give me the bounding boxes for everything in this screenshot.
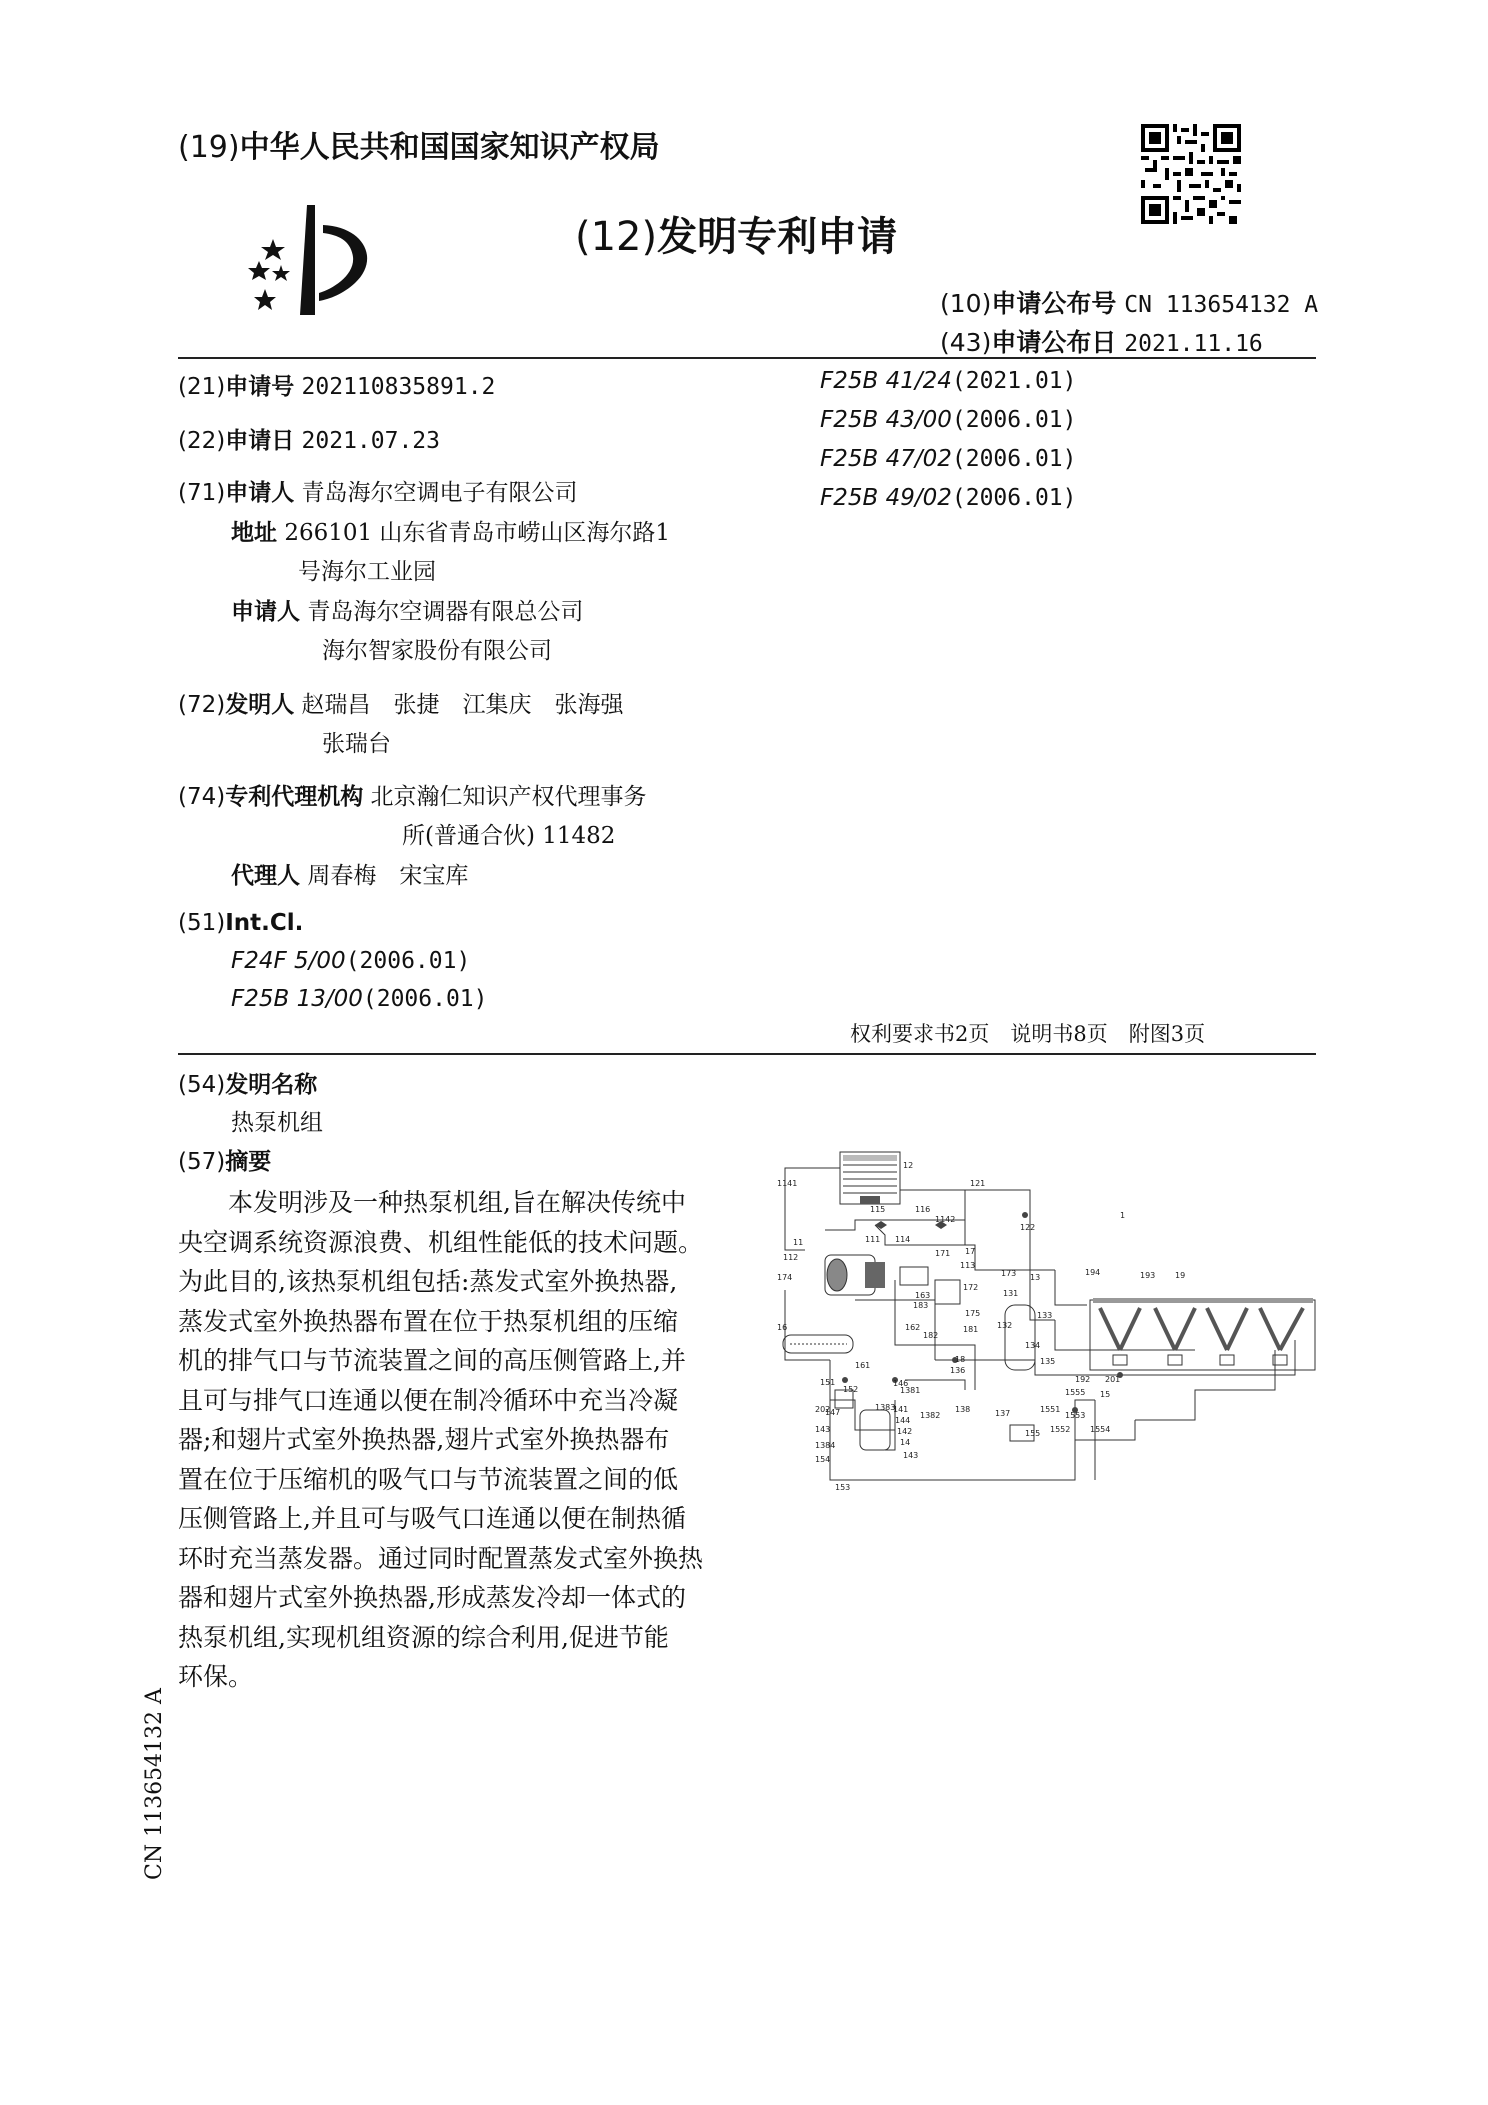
agency-line	[178, 778, 647, 811]
diagram-callout-label: 111	[865, 1235, 881, 1244]
agency-line2: 所(普通合伙) 11482	[402, 823, 616, 849]
abstract-text	[178, 1183, 730, 1697]
applicant-code: (71)	[178, 480, 226, 506]
agent-label: 代理人	[231, 863, 300, 889]
diagram-callout-label: 135	[1040, 1357, 1056, 1366]
intcl-class: F25B 13/00	[231, 986, 363, 1012]
diagram-callout-label: 1383	[875, 1403, 896, 1412]
abstract-line: 本发明涉及一种热泵机组,旨在解决传统中	[178, 1188, 686, 1217]
diagram-callout-label: 11	[793, 1238, 804, 1247]
diagram-callout-label: 132	[997, 1321, 1013, 1330]
app-no-label: 申请号	[225, 374, 295, 400]
agency-line1: 北京瀚仁知识产权代理事务	[370, 784, 647, 810]
diagram-callout-label: 16	[777, 1323, 788, 1332]
office-code: (19)	[178, 130, 240, 165]
diagram-callout-label: 1382	[920, 1411, 941, 1420]
diagram-callout-label: 142	[897, 1427, 913, 1436]
abstract-line: 蒸发式室外换热器布置在位于热泵机组的压缩	[178, 1306, 679, 1336]
doc-type: 发明专利申请	[657, 214, 898, 260]
app-no-line	[178, 368, 495, 401]
intcl-item	[231, 986, 488, 1012]
app-no-code: (21)	[178, 374, 226, 400]
abstract-label: 摘要	[225, 1149, 272, 1175]
app-date-value: 2021.07.23	[301, 428, 441, 454]
app-date-label: 申请日	[225, 428, 295, 454]
abstract-line: 压侧管路上,并且可与吸气口连通以便在制热循	[178, 1504, 686, 1533]
diagram-callout-label: 153	[835, 1483, 851, 1492]
agency-code: (74)	[178, 784, 226, 810]
intcl-version: (2006.01)	[362, 986, 488, 1012]
doc-type-line	[575, 205, 897, 262]
diagram-callout-label: 121	[970, 1179, 986, 1188]
abstract-code: (57)	[178, 1149, 226, 1175]
inventor-code: (72)	[178, 692, 226, 718]
abstract-heading	[178, 1143, 271, 1176]
diagram-callout-label: 131	[1003, 1289, 1019, 1298]
agent-value: 周春梅 宋宝库	[307, 863, 469, 889]
diagram-callout-label: 19	[1175, 1271, 1186, 1280]
diagram-callout-label: 133	[1037, 1311, 1053, 1320]
diagram-callout-label: 113	[960, 1261, 976, 1270]
diagram-callout-label: 163	[915, 1291, 931, 1300]
diagram-callout-label: 1381	[900, 1386, 921, 1395]
diagram-callout-label: 175	[965, 1309, 981, 1318]
invention-title: 热泵机组	[231, 1110, 323, 1136]
side-publication-number	[136, 1690, 176, 1880]
oil-separator	[935, 1280, 960, 1304]
inventor-line	[178, 686, 624, 719]
office-name: 中华人民共和国国家知识产权局	[239, 130, 660, 165]
diagram-callout-label: 115	[870, 1205, 886, 1214]
pub-no-value: CN 113654132 A	[1124, 292, 1319, 318]
diagram-callout-label: 202	[815, 1405, 831, 1414]
agent-line	[231, 857, 468, 890]
inventor-line1: 赵瑞昌 张捷 江集庆 张海强	[301, 692, 624, 718]
right-class: F25B 41/24	[820, 368, 952, 394]
right-class: F25B 43/00	[820, 407, 952, 433]
pub-date-line	[940, 323, 1263, 359]
abstract-line: 环保。	[178, 1662, 254, 1691]
qr-code	[1141, 124, 1241, 224]
compressor	[825, 1255, 885, 1295]
four-way-valve	[900, 1267, 928, 1285]
app-date-code: (22)	[178, 428, 226, 454]
diagram-callout-label: 161	[855, 1361, 871, 1370]
applicant-value: 青岛海尔空调电子有限公司	[301, 480, 578, 506]
diagram-callout-label: 201	[1105, 1375, 1121, 1384]
diagram-callout-label: 194	[1085, 1268, 1101, 1277]
pub-no-code: (10)	[940, 289, 992, 318]
diagram-callout-label: 146	[893, 1379, 909, 1388]
cnipa-logo	[245, 205, 385, 315]
diagram-callout-label: 112	[783, 1253, 799, 1262]
diagram-callout-label: 136	[950, 1366, 966, 1375]
heat-pump-diagram	[775, 1150, 1325, 1590]
inventor-label: 发明人	[225, 692, 295, 718]
right-class-version: (2006.01)	[951, 407, 1077, 433]
diagram-callout-label: 15	[1100, 1390, 1111, 1399]
diagram-callout-label: 141	[893, 1405, 909, 1414]
right-class-version: (2021.01)	[951, 368, 1077, 394]
biblio-divider	[178, 1053, 1316, 1055]
abstract-line: 且可与排气口连通以便在制冷循环中充当冷凝	[178, 1385, 679, 1415]
diagram-callout-label: 12	[903, 1161, 914, 1170]
abstract-line: 置在位于压缩机的吸气口与节流装置之间的低	[178, 1464, 679, 1494]
doc-type-code: (12)	[575, 214, 658, 260]
diagram-callout-label: 151	[820, 1378, 836, 1387]
address-line1: 266101 山东省青岛市崂山区海尔路1	[284, 520, 671, 546]
abstract-line: 环时充当蒸发器。通过同时配置蒸发式室外换热	[178, 1543, 704, 1573]
diagram-callout-label: 143	[815, 1425, 831, 1434]
diagram-callout-label: 122	[1020, 1223, 1036, 1232]
diagram-callout-label: 155	[1025, 1429, 1041, 1438]
diagram-callout-label: 147	[825, 1408, 841, 1417]
diagram-callout-label: 138	[955, 1405, 971, 1414]
intcl-version: (2006.01)	[345, 948, 471, 974]
diagram-callout-label: 1141	[777, 1179, 798, 1188]
diagram-callout-label: 116	[915, 1205, 931, 1214]
intcl-class: F24F 5/00	[231, 948, 346, 974]
diagram-callout-label: 13	[1030, 1273, 1041, 1282]
abstract-line: 器;和翅片式室外换热器,翅片式室外换热器布	[178, 1425, 670, 1454]
invention-title-heading	[178, 1066, 317, 1099]
diagram-callout-label: 1555	[1065, 1388, 1086, 1397]
abstract-line: 机的排气口与节流装置之间的高压侧管路上,并	[178, 1346, 686, 1375]
finned-heat-exchanger	[1090, 1298, 1315, 1370]
diagram-callout-label: 152	[843, 1385, 859, 1394]
diagram-callout-label: 174	[777, 1273, 793, 1282]
pub-date-value: 2021.11.16	[1124, 331, 1263, 357]
address-label: 地址	[231, 520, 277, 546]
diagram-callout-label: 114	[895, 1235, 911, 1244]
diagram-callout-label: 18	[955, 1355, 966, 1364]
diagram-callout-label: 144	[895, 1416, 911, 1425]
page-counts: 权利要求书2页 说明书8页 附图3页	[850, 1022, 1206, 1046]
office-line	[178, 122, 660, 166]
diagram-callout-label: 14	[900, 1438, 911, 1447]
right-class-item	[820, 485, 1077, 511]
pub-no-line	[940, 284, 1318, 320]
diagram-callout-label: 171	[935, 1249, 951, 1258]
right-class-version: (2006.01)	[951, 485, 1077, 511]
diagram-callout-label: 193	[1140, 1271, 1156, 1280]
title-code: (54)	[178, 1072, 226, 1098]
right-class: F25B 47/02	[820, 446, 952, 472]
agency-label: 专利代理机构	[225, 784, 364, 810]
diagram-callout-label: 181	[963, 1325, 979, 1334]
pub-date-label: 申请公布日	[991, 328, 1117, 357]
diagram-callout-label: 183	[913, 1301, 929, 1310]
intcl-item	[231, 948, 470, 974]
diagram-callout-label: 1	[1120, 1211, 1126, 1220]
diagram-callout-label: 17	[965, 1247, 976, 1256]
diagram-callout-label: 137	[995, 1409, 1011, 1418]
diagram-callout-label: 1551	[1040, 1405, 1061, 1414]
applicant2-line1: 青岛海尔空调器有限总公司	[307, 599, 584, 625]
intcl-line	[178, 910, 303, 936]
intcl-code: (51)	[178, 910, 226, 936]
abstract-line: 央空调系统资源浪费、机组性能低的技术问题。	[178, 1227, 704, 1257]
diagram-callout-label: 172	[963, 1283, 979, 1292]
abstract-line: 器和翅片式室外换热器,形成蒸发冷却一体式的	[178, 1583, 686, 1612]
header-divider	[178, 357, 1316, 359]
applicant-label: 申请人	[225, 480, 295, 506]
address-line2: 号海尔工业园	[298, 559, 436, 585]
abstract-line: 为此目的,该热泵机组包括:蒸发式室外换热器,	[178, 1267, 678, 1296]
diagram-callout-label: 182	[923, 1331, 939, 1340]
applicant2-label: 申请人	[231, 599, 300, 625]
diagram-callout-label: 1384	[815, 1441, 836, 1450]
title-label: 发明名称	[225, 1072, 318, 1098]
evaporative-heat-exchanger	[840, 1152, 900, 1204]
diagram-callout-label: 1142	[935, 1215, 956, 1224]
app-no-value: 202110835891.2	[301, 374, 496, 400]
intcl-label: Int.Cl.	[225, 910, 304, 936]
diagram-callout-label: 154	[815, 1455, 831, 1464]
inventor-line2: 张瑞台	[322, 731, 391, 757]
address-line	[231, 514, 670, 547]
right-class-item	[820, 407, 1077, 433]
diagram-callout-label: 134	[1025, 1341, 1041, 1350]
side-text: CN 113654132 A	[142, 1688, 167, 1880]
diagram-callout-label: 192	[1075, 1375, 1091, 1384]
right-class-item	[820, 368, 1077, 394]
water-heat-exchanger	[783, 1335, 853, 1353]
right-class-version: (2006.01)	[951, 446, 1077, 472]
right-class-item	[820, 446, 1077, 472]
diagram-callout-label: 173	[1001, 1269, 1017, 1278]
applicant2-line2: 海尔智家股份有限公司	[322, 638, 552, 664]
pub-no-label: 申请公布号	[991, 289, 1117, 318]
applicant-line	[178, 474, 578, 507]
app-date-line	[178, 422, 440, 455]
diagram-callout-label: 1554	[1090, 1425, 1111, 1434]
diagram-callout-label: 143	[903, 1451, 919, 1460]
right-class: F25B 49/02	[820, 485, 952, 511]
abstract-line: 热泵机组,实现机组资源的综合利用,促进节能	[178, 1622, 669, 1652]
applicant2-line	[231, 593, 583, 626]
diagram-callout-label: 1553	[1065, 1411, 1086, 1420]
diagram-callout-label: 1552	[1050, 1425, 1071, 1434]
diagram-callout-label: 162	[905, 1323, 921, 1332]
pub-date-code: (43)	[940, 328, 992, 357]
